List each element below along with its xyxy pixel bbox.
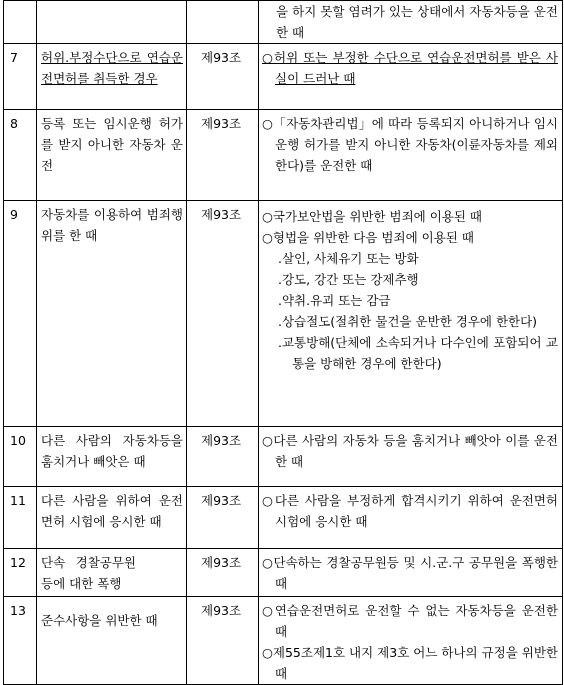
description-subitem: .상습절도(절취한 물건을 운반한 경우에 한한다) <box>278 314 538 329</box>
description-item: ○연습운전면허로 운전할 수 없는 자동차등을 운전한 때 <box>262 603 558 639</box>
row-reason <box>37 597 187 685</box>
row-reason: 단속 경찰공무원 등에 대한 폭행 <box>37 549 187 597</box>
row-number: 7 <box>4 44 37 110</box>
table-row <box>4 597 563 685</box>
row-reason: 다른 사람을 위하여 운전면허 시험에 응시한 때 <box>37 487 187 549</box>
row-article: 제93조 <box>187 110 259 201</box>
row-article: 제93조 <box>187 44 259 110</box>
description-subitem: .교통방해(단체에 소속되거나 다수인에 포함되어 교통을 방해한 경우에 한한다) <box>278 335 558 371</box>
table-row <box>4 110 563 201</box>
row-number: 13 <box>4 597 37 685</box>
row-reason: 자동차를 이용하여 범죄행위를 한 때 <box>37 201 187 427</box>
description-item: ○허위 또는 부정한 수단으로 연습운전면허를 받은 사실이 드러난 때 <box>262 50 558 86</box>
description-item: ○다른 사람의 자동차 등을 훔치거나 빼앗아 이를 운전한 때 <box>262 433 558 469</box>
license-revocation-table <box>3 0 563 685</box>
row-description <box>259 110 563 201</box>
row-reason <box>37 1 187 44</box>
row-description <box>259 427 563 487</box>
row-number: 11 <box>4 487 37 549</box>
row-number: 10 <box>4 427 37 487</box>
description-item: ○국가보안법을 위반한 범죄에 이용된 때 <box>262 209 483 224</box>
row-article: 제93조 <box>187 201 259 427</box>
table-row <box>4 44 563 110</box>
row-article: 제93조 <box>187 487 259 549</box>
table-row <box>4 201 563 427</box>
description-subitem: .강도, 강간 또는 강제추행 <box>278 272 419 287</box>
row-number: 9 <box>4 201 37 427</box>
row-number: 8 <box>4 110 37 201</box>
description-item: ○제55조제1호 내지 제3호 어느 하나의 규정을 위반한 때 <box>262 645 558 681</box>
row-article: 제93조 <box>187 597 259 685</box>
row-description <box>259 597 563 685</box>
row-article <box>187 1 259 44</box>
table-row <box>4 427 563 487</box>
description-item: ○단속하는 경찰공무원등 및 시.군.구 공무원을 폭행한 때 <box>262 555 558 591</box>
description-item: ○다른 사람을 부정하게 합격시키기 위하여 운전면허 시험에 응시한 때 <box>262 493 558 529</box>
reason-text: 준수사항을 위반한 때 <box>41 613 158 628</box>
row-description <box>259 487 563 549</box>
table-row <box>4 487 563 549</box>
description-subitem: .약취.유괴 또는 감금 <box>278 293 391 308</box>
table-row <box>4 1 563 44</box>
row-number <box>4 1 37 44</box>
row-reason: 다른 사람의 자동차등을 훔치거나 빼앗은 때 <box>37 427 187 487</box>
description-item: ○「자동차관리법」에 따라 등록되지 아니하거나 임시운행 허가를 받지 아니한 자동차(이륜자동차를 제외한다)를 운전한 때 <box>262 116 558 173</box>
row-description <box>259 549 563 597</box>
row-description <box>259 201 563 427</box>
row-reason: 허위.부정수단으로 연습운전면허를 취득한 경우 <box>37 44 187 110</box>
row-reason: 등록 또는 임시운행 허가를 받지 아니한 자동차 운전 <box>37 110 187 201</box>
row-article: 제93조 <box>187 427 259 487</box>
table-row <box>4 549 563 597</box>
description-continuation: 을 하지 못할 염려가 있는 상태에서 자동차등을 운전한 때 <box>276 4 558 40</box>
row-number: 12 <box>4 549 37 597</box>
row-description <box>259 1 563 44</box>
row-article: 제93조 <box>187 549 259 597</box>
row-description <box>259 44 563 110</box>
description-subitem: .살인, 사체유기 또는 방화 <box>278 251 419 266</box>
description-item: ○형법을 위반한 다음 범죄에 이용된 때 <box>262 230 474 245</box>
